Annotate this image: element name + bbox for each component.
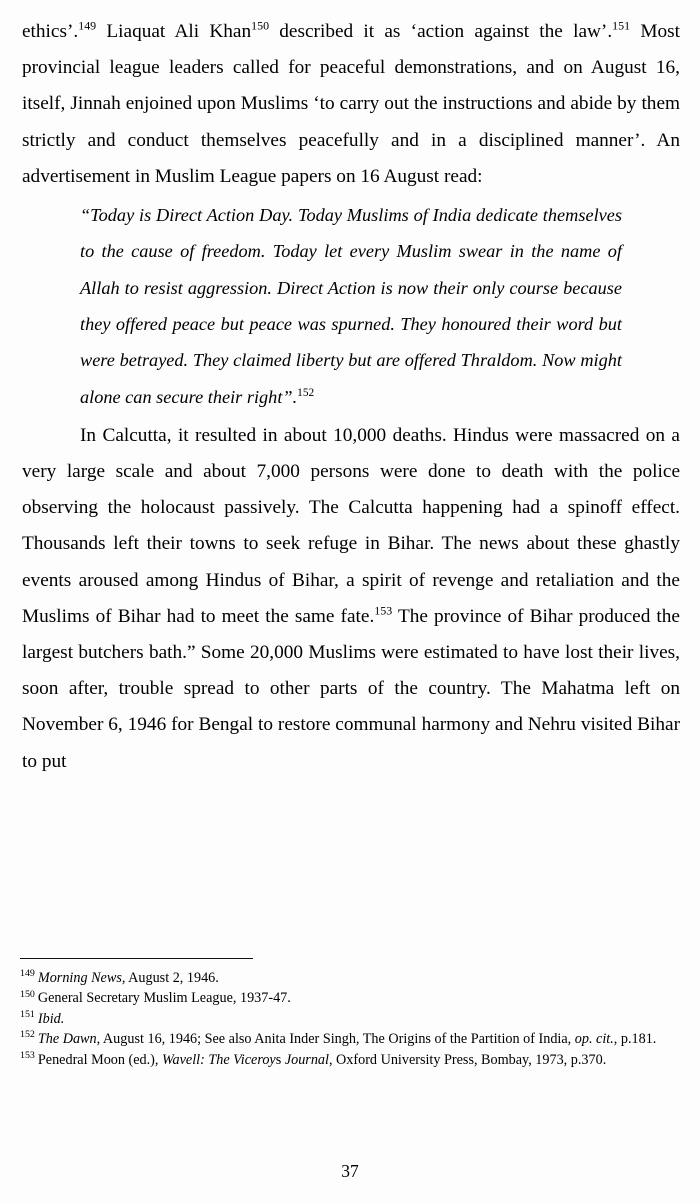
footnote-152-opcit: op. cit. [574,1031,614,1048]
footnote-149-title: Morning News [37,970,122,986]
footnote-153-title-part-1: Wavell: The Viceroy [162,1051,276,1068]
footnote-marker-151: 151 [612,18,631,33]
paragraph-1-segment-1: ethics’. [22,21,79,42]
paragraph-1-segment-3: described it as ‘action against the law’. [269,21,613,42]
footnote-149 [20,968,680,988]
footnote-152 [20,1029,680,1049]
footnote-150-rest: General Secretary Muslim League, 1937-47. [37,990,291,1007]
footnote-149-rest: , August 2, 1946. [121,970,219,986]
footnote-marker-153: 153 [374,603,393,618]
footnote-149-number: 149 [20,968,35,980]
footnote-152-rest-b: , p.181. [613,1031,657,1048]
footnote-150 [20,988,680,1008]
footnote-152-number: 152 [20,1029,35,1041]
blockquote-direct-action-day [80,197,622,415]
footnote-marker-152: 152 [297,386,315,399]
page-body [22,14,680,780]
footnote-153-rest-a: Penedral Moon (ed.), [37,1051,162,1068]
paragraph-1-segment-4: Most provincial league leaders called for peaceful demonstrations, and on August 16, itself, Jinnah enjoined upon Muslims ‘to carry out the instructions and abide by them strictly and conduct themselves peacefully and in a disciplined manner’. An advertisement in Muslim League papers on 16 August read: [22,21,680,187]
footnote-151 [20,1009,680,1029]
blockquote-container [22,197,680,415]
paragraph-2-segment-2: The province of Bihar produced the largest butchers bath.” Some 20,000 Muslims were estimated to have lost their lives, soon after, trouble spread to other parts of the country. The Mahatma left on November 6, 1946 for Bengal to restore communal harmony and Nehru visited Bihar to put [22,605,680,772]
footnote-separator-rule [20,958,253,959]
footnote-150-number: 150 [20,988,35,1000]
footnote-153-number: 153 [20,1049,35,1061]
footnote-152-title: The Dawn [37,1031,97,1048]
footnote-152-rest-a: , August 16, 1946; See also Anita Inder Singh, The Origins of the Partition of India, [96,1031,575,1048]
blockquote-text: “Today is Direct Action Day. Today Muslims of India dedicate themselves to the cause of freedom. Today let every Muslim swear in the name of Allah to resist aggression. Direct Action is now their only course because they offered peace but peace was spurned. They honoured their word but were betrayed. They claimed liberty but are offered Thraldom. Now might alone can secure their right”. [80,205,622,407]
footnote-marker-150: 150 [251,18,270,33]
footnote-153-title-roman-s: s [275,1051,282,1068]
paragraph-2-segment-1: In Calcutta, it resulted in about 10,000 deaths. Hindus were massacred on a very large scale and about 7,000 persons were done to death with the police observing the holocaust passively. The Calcutta happening had a spinoff effect. Thousands left their towns to seek refuge in Bihar. The news about these ghastly events aroused among Hindus of Bihar, a spirit of revenge and retaliation and the Muslims of Bihar had to meet the same fate. [22,424,680,627]
paragraph-1 [22,14,680,195]
footnote-151-ibid: Ibid. [37,1010,65,1027]
footnote-marker-149: 149 [78,18,97,33]
paragraph-2 [22,418,680,780]
page-number: 37 [341,1161,359,1181]
paragraph-1-segment-2: Liaquat Ali Khan [96,21,252,42]
footnote-153-rest-b: , Oxford University Press, Bombay, 1973, p.370. [328,1051,607,1068]
footnote-151-number: 151 [20,1009,35,1021]
footnote-section [20,958,680,1070]
footnote-153-title-part-2: Journal [281,1051,329,1068]
footnote-153 [20,1050,680,1070]
